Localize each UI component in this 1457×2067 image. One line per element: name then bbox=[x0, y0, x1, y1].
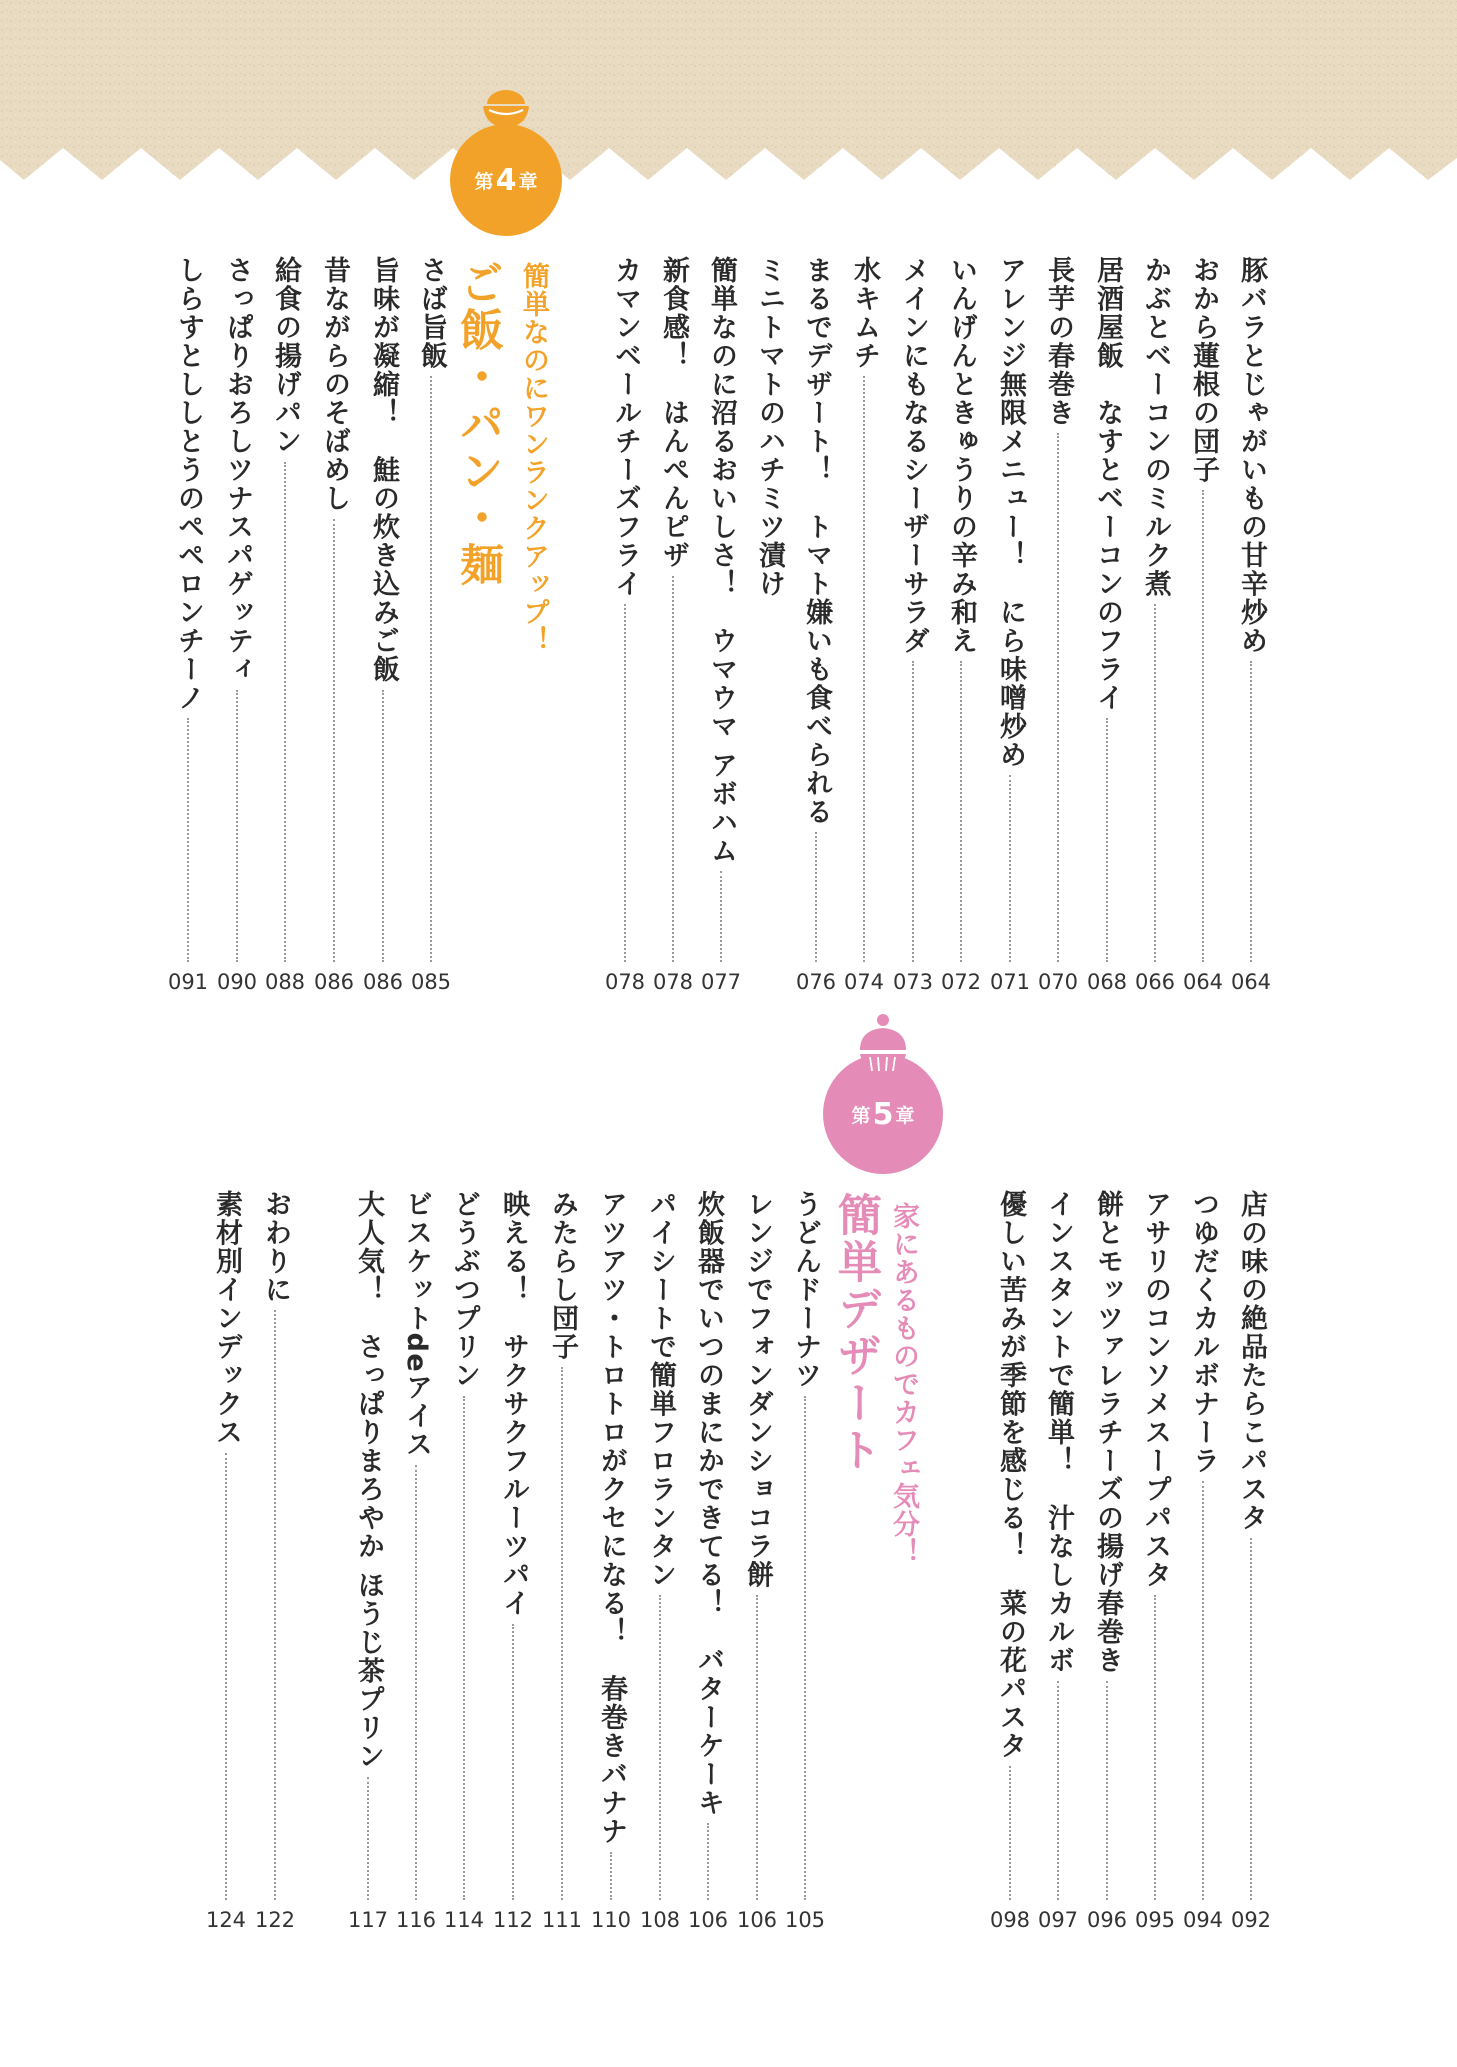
toc-entry[interactable] bbox=[1228, 1190, 1274, 1938]
toc-entry[interactable] bbox=[1180, 256, 1226, 1000]
dot-leader bbox=[1154, 604, 1156, 962]
toc-entry[interactable] bbox=[441, 1190, 487, 1938]
toc-entry[interactable] bbox=[650, 256, 696, 1000]
toc-page-number: 086 bbox=[313, 970, 355, 994]
dot-leader bbox=[333, 519, 335, 963]
toc-entry[interactable] bbox=[588, 1190, 634, 1938]
toc-entry-title: みたらし団子 bbox=[547, 1190, 578, 1361]
toc-page-number: 078 bbox=[652, 970, 694, 994]
chapter4-badge bbox=[447, 86, 565, 246]
toc-entry-title: いんげんときゅうりの辛み和え bbox=[946, 256, 977, 655]
toc-page-number: 090 bbox=[216, 970, 258, 994]
toc-entry[interactable] bbox=[490, 1190, 536, 1938]
dot-leader bbox=[672, 576, 674, 963]
toc-entry-title: さっぱりおろしツナスパゲッティ bbox=[222, 256, 253, 684]
dot-leader bbox=[1250, 661, 1252, 962]
toc-entry[interactable] bbox=[1084, 256, 1130, 1000]
toc-page-number: 072 bbox=[940, 970, 982, 994]
toc-entry[interactable] bbox=[165, 256, 211, 1000]
dot-leader bbox=[236, 690, 238, 963]
toc-entry[interactable] bbox=[408, 256, 454, 1000]
dot-leader bbox=[1106, 718, 1108, 962]
toc-page-number: 095 bbox=[1134, 1908, 1176, 1932]
toc-page-number: 074 bbox=[843, 970, 885, 994]
toc-page-number: 110 bbox=[590, 1908, 632, 1932]
toc-page-number: 085 bbox=[410, 970, 452, 994]
dot-leader bbox=[187, 718, 189, 962]
paper-header bbox=[0, 0, 1457, 200]
toc-entry[interactable] bbox=[1228, 256, 1274, 1000]
toc-entry-title: 昔ながらのそばめし bbox=[319, 256, 350, 513]
toc-entry[interactable] bbox=[698, 256, 744, 1000]
toc-entry-title: さば旨飯 bbox=[416, 256, 447, 370]
toc-page-number: 108 bbox=[639, 1908, 681, 1932]
toc-entry[interactable] bbox=[1132, 1190, 1178, 1938]
toc-entry-title: カマンベールチーズフライ bbox=[610, 256, 641, 598]
toc-entry-title: アサリのコンソメスープパスタ bbox=[1140, 1190, 1171, 1589]
chapter5-title: 簡単デザート bbox=[830, 1192, 881, 1474]
toc-page-number: 092 bbox=[1230, 1908, 1272, 1932]
dot-leader bbox=[756, 1595, 758, 1900]
toc-entry-title: 長芋の春巻き bbox=[1043, 256, 1074, 427]
toc-entry-title: メインにもなるシーザーサラダ bbox=[898, 256, 929, 655]
toc-page-number: 088 bbox=[264, 970, 306, 994]
toc-page-number: 098 bbox=[989, 1908, 1031, 1932]
dot-leader bbox=[610, 1852, 612, 1901]
toc-entry-title: しらすとししとうのペペロンチーノ bbox=[173, 256, 204, 712]
toc-entry[interactable] bbox=[793, 256, 839, 1000]
toc-entry[interactable] bbox=[637, 1190, 683, 1938]
dot-leader bbox=[659, 1595, 661, 1900]
chapter5-subtitle: 家にあるものでカフェ気分！ bbox=[888, 1202, 919, 1566]
dot-leader bbox=[1009, 775, 1011, 962]
toc-entry[interactable] bbox=[345, 1190, 391, 1938]
toc-entry-title: 映える！ サクサクフルーツパイ bbox=[498, 1190, 529, 1618]
toc-page-number: 105 bbox=[784, 1908, 826, 1932]
dot-leader bbox=[624, 604, 626, 962]
dot-leader bbox=[1057, 1681, 1059, 1901]
toc-entry[interactable] bbox=[841, 256, 887, 1000]
toc-page-number: 078 bbox=[604, 970, 646, 994]
dot-leader bbox=[1057, 433, 1059, 962]
dot-leader bbox=[720, 871, 722, 962]
toc-entry[interactable] bbox=[214, 256, 260, 1000]
dot-leader bbox=[1154, 1595, 1156, 1900]
toc-entry-title: 店の味の絶品たらこパスタ bbox=[1236, 1190, 1267, 1532]
dot-leader bbox=[367, 1777, 369, 1900]
dot-leader bbox=[815, 832, 817, 962]
toc-entry-title: 水キムチ bbox=[849, 256, 880, 370]
toc-page-number: 064 bbox=[1182, 970, 1224, 994]
toc-page-number: 096 bbox=[1086, 1908, 1128, 1932]
toc-page-number: 106 bbox=[736, 1908, 778, 1932]
toc-entry-title: アレンジ無限メニュー！ にら味噌炒め bbox=[995, 256, 1026, 769]
toc-entry[interactable] bbox=[746, 256, 792, 1000]
toc-entry-title: インスタントで簡単！ 汁なしカルボ bbox=[1043, 1190, 1074, 1675]
dot-leader bbox=[863, 376, 865, 962]
toc-entry-title: 新食感！ はんぺんピザ bbox=[658, 256, 689, 570]
toc-entry[interactable] bbox=[1035, 256, 1081, 1000]
toc-page-number: 111 bbox=[541, 1908, 583, 1932]
chapter4-badge-suffix: 章 bbox=[518, 170, 538, 193]
toc-entry-title: どうぶつプリン bbox=[449, 1190, 480, 1390]
toc-entry-title: アツアツ・トロトロがクセになる！ 春巻きバナナ bbox=[596, 1190, 627, 1846]
toc-entry-title: 餅とモッツァレラチーズの揚げ春巻き bbox=[1092, 1190, 1123, 1675]
toc-entry[interactable] bbox=[1180, 1190, 1226, 1938]
toc-page-number: 097 bbox=[1037, 1908, 1079, 1932]
dot-leader bbox=[707, 1823, 709, 1900]
toc-page-number: 122 bbox=[254, 1908, 296, 1932]
toc-page-number: 116 bbox=[395, 1908, 437, 1932]
toc-entry-title: かぶとベーコンのミルク煮 bbox=[1140, 256, 1171, 598]
toc-entry[interactable] bbox=[602, 256, 648, 1000]
toc-entry-title: 居酒屋飯 なすとベーコンのフライ bbox=[1092, 256, 1123, 712]
chapter5-badge-prefix: 第 bbox=[851, 1104, 871, 1127]
dot-leader bbox=[804, 1396, 806, 1901]
toc-entry-title: 優しい苦みが季節を感じる！ 菜の花パスタ bbox=[995, 1190, 1026, 1760]
toc-entry-title: 炊飯器でいつのまにかできてる！ バターケーキ bbox=[693, 1190, 724, 1817]
dot-leader bbox=[1009, 1766, 1011, 1900]
toc-entry-title: まるでデザート！ トマト嫌いも食べられる bbox=[801, 256, 832, 826]
toc-entry-title: ミニトマトのハチミツ漬け bbox=[754, 256, 785, 598]
dot-leader bbox=[430, 376, 432, 962]
toc-entry-title: うどんドーナツ bbox=[790, 1190, 821, 1390]
toc-page-number: 070 bbox=[1037, 970, 1079, 994]
toc-page-number: 124 bbox=[205, 1908, 247, 1932]
toc-entry[interactable] bbox=[685, 1190, 731, 1938]
chapter4-title: ご飯・パン・麺 bbox=[452, 260, 503, 589]
chapter4-subtitle: 簡単なのにワンランクアップ！ bbox=[518, 262, 549, 654]
toc-page-number: 112 bbox=[492, 1908, 534, 1932]
toc-entry-title: 給食の揚げパン bbox=[270, 256, 301, 456]
toc-page-number: 076 bbox=[795, 970, 837, 994]
toc-page-number: 086 bbox=[362, 970, 404, 994]
toc-entry[interactable] bbox=[987, 1190, 1033, 1938]
toc-entry-title: 素材別インデックス bbox=[211, 1190, 242, 1447]
chapter5-badge bbox=[820, 1010, 946, 1180]
dot-leader bbox=[225, 1453, 227, 1901]
toc-page-number: 066 bbox=[1134, 970, 1176, 994]
toc-page-number: 106 bbox=[687, 1908, 729, 1932]
toc-entry-title: つゆだくカルボナーラ bbox=[1188, 1190, 1219, 1475]
toc-entry-title: レンジでフォンダンショコラ餅 bbox=[742, 1190, 773, 1589]
dot-leader bbox=[912, 661, 914, 962]
toc-page-number: 094 bbox=[1182, 1908, 1224, 1932]
toc-entry[interactable] bbox=[1084, 1190, 1130, 1938]
toc-page-number: 117 bbox=[347, 1908, 389, 1932]
chapter5-badge-suffix: 章 bbox=[895, 1104, 915, 1127]
toc-entry[interactable] bbox=[252, 1190, 298, 1938]
chapter4-badge-prefix: 第 bbox=[474, 170, 494, 193]
dot-leader bbox=[1202, 490, 1204, 962]
toc-entry[interactable] bbox=[890, 256, 936, 1000]
toc-entry[interactable] bbox=[203, 1190, 249, 1938]
toc-entry[interactable] bbox=[393, 1190, 439, 1938]
toc-entry[interactable] bbox=[938, 256, 984, 1000]
toc-entry[interactable] bbox=[734, 1190, 780, 1938]
dot-leader bbox=[284, 462, 286, 963]
toc-entry-title: ビスケットdeアイス bbox=[401, 1190, 432, 1459]
dot-leader bbox=[512, 1624, 514, 1901]
toc-entry[interactable] bbox=[539, 1190, 585, 1938]
toc-page-number: 091 bbox=[167, 970, 209, 994]
toc-entry[interactable] bbox=[1035, 1190, 1081, 1938]
toc-page-number: 064 bbox=[1230, 970, 1272, 994]
dot-leader bbox=[415, 1465, 417, 1900]
chapter4-badge-number: 4 bbox=[495, 162, 517, 198]
toc-entry-title: おわりに bbox=[260, 1190, 291, 1304]
dot-leader bbox=[1250, 1538, 1252, 1900]
toc-entry[interactable] bbox=[1132, 256, 1178, 1000]
toc-page-number: 073 bbox=[892, 970, 934, 994]
dot-leader bbox=[274, 1310, 276, 1900]
toc-entry-title: 大人気！ さっぱりまろやか ほうじ茶プリン bbox=[353, 1190, 384, 1771]
dot-leader bbox=[382, 690, 384, 963]
dot-leader bbox=[1202, 1481, 1204, 1900]
toc-entry[interactable] bbox=[782, 1190, 828, 1938]
dot-leader bbox=[960, 661, 962, 962]
dot-leader bbox=[1106, 1681, 1108, 1901]
dot-leader bbox=[463, 1396, 465, 1901]
dot-leader bbox=[561, 1367, 563, 1900]
toc-page-number: 114 bbox=[443, 1908, 485, 1932]
toc-entry[interactable] bbox=[262, 256, 308, 1000]
chapter5-badge-number: 5 bbox=[872, 1096, 894, 1132]
toc-entry[interactable] bbox=[360, 256, 406, 1000]
toc-entry-title: 簡単なのに沼るおいしさ！ ウマウマ アボハム bbox=[706, 256, 737, 866]
toc-entry-title: パイシートで簡単フロランタン bbox=[645, 1190, 676, 1589]
toc-page-number: 071 bbox=[989, 970, 1031, 994]
toc-entry-title: 豚バラとじゃがいもの甘辛炒め bbox=[1236, 256, 1267, 655]
toc-entry[interactable] bbox=[987, 256, 1033, 1000]
toc-page-number: 068 bbox=[1086, 970, 1128, 994]
toc-entry-title: おから蓮根の団子 bbox=[1188, 256, 1219, 484]
toc-page-number: 077 bbox=[700, 970, 742, 994]
toc-entry-title: 旨味が凝縮！ 鮭の炊き込みご飯 bbox=[368, 256, 399, 684]
toc-entry[interactable] bbox=[311, 256, 357, 1000]
